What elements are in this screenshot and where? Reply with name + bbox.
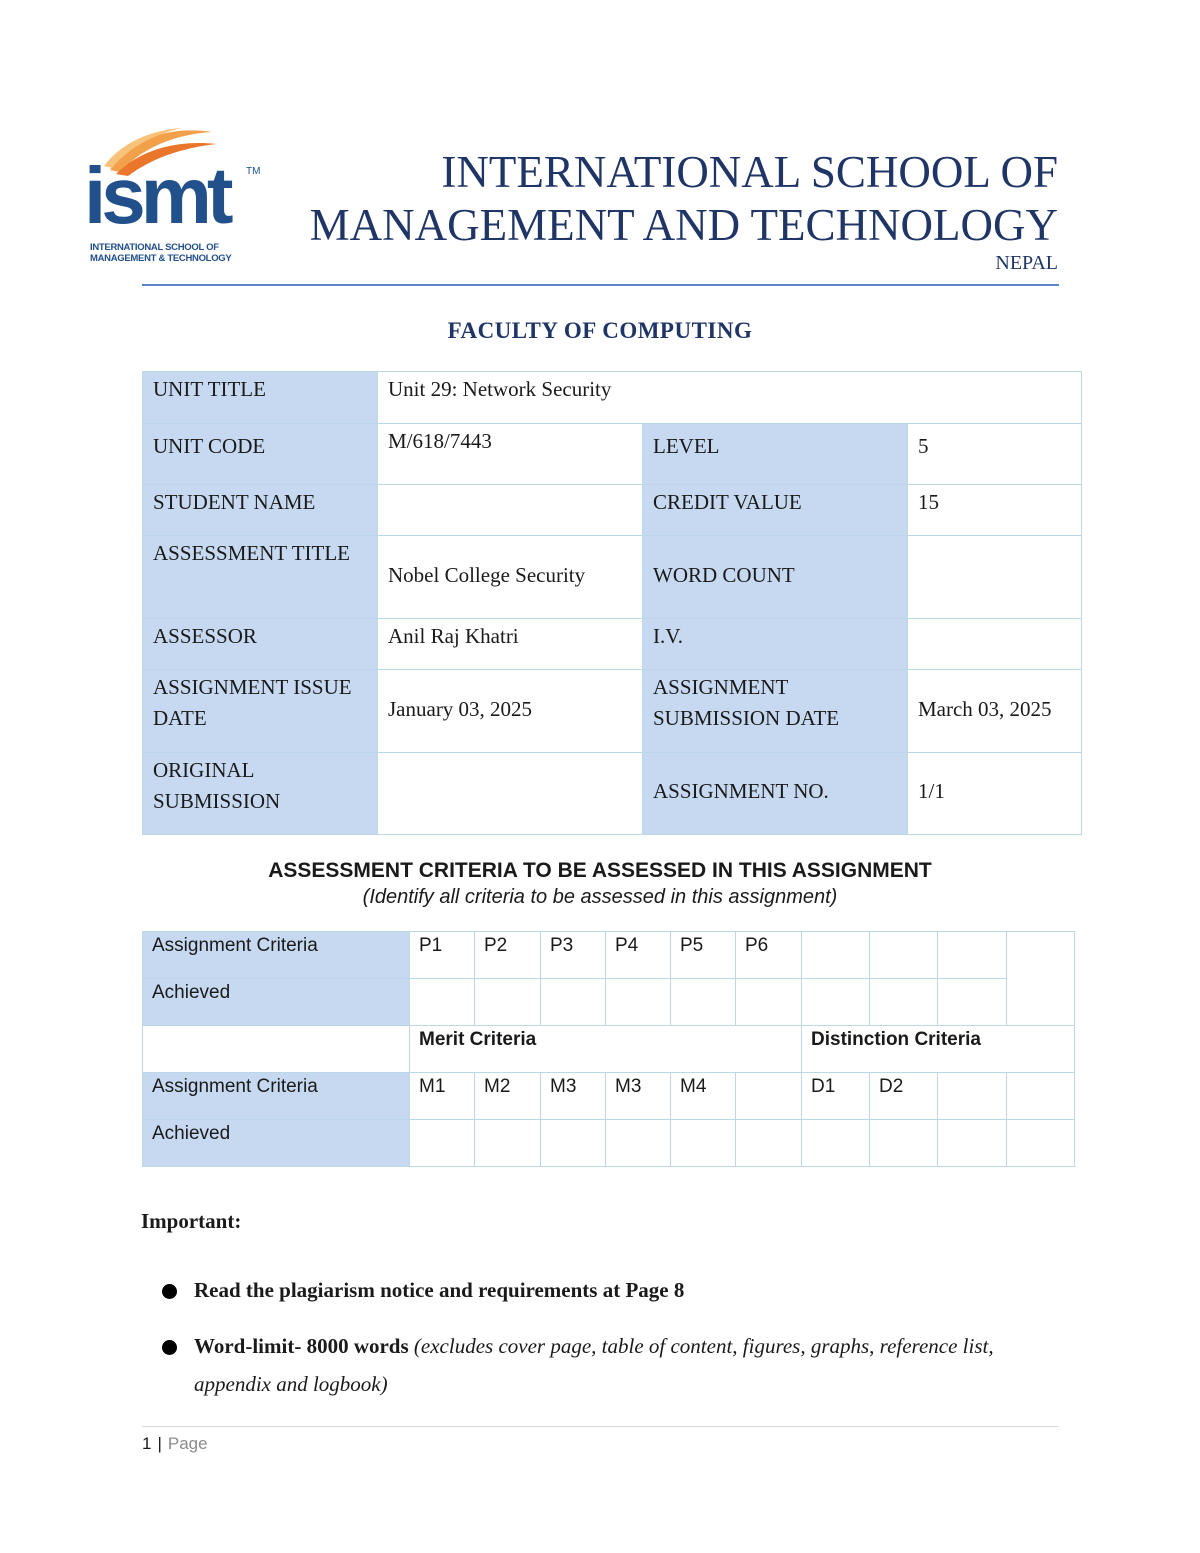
empty-cell [938, 932, 1007, 979]
word-limit-text: Word-limit- 8000 words [194, 1334, 409, 1358]
achieved-cell [671, 979, 736, 1026]
word-count-label: WORD COUNT [643, 536, 908, 619]
achieved-cell [541, 979, 606, 1026]
list-item [158, 1271, 1058, 1309]
school-country: NEPAL [995, 252, 1058, 274]
student-name-value [378, 485, 643, 536]
achieved-cell [736, 1120, 802, 1167]
unit-title-label: UNIT TITLE [143, 372, 378, 424]
issue-date-label: ASSIGNMENT ISSUE DATE [143, 670, 378, 753]
word-limit-exclusions: (excludes cover page, table of content, figures, graphs, reference list, appendix and logbook) [194, 1334, 994, 1396]
table-row [143, 753, 1082, 835]
table-row [143, 536, 1082, 619]
table-row [143, 932, 1075, 979]
credit-value-value: 15 [908, 485, 1082, 536]
merit-criteria-heading: Merit Criteria [410, 1026, 802, 1073]
plagiarism-notice-text: Read the plagiarism notice and requirements at Page 8 [194, 1278, 685, 1302]
pass-criterion: P5 [671, 932, 736, 979]
table-row [143, 619, 1082, 670]
empty-cell [736, 1073, 802, 1120]
pass-criterion: P6 [736, 932, 802, 979]
pass-criterion: P2 [475, 932, 541, 979]
pass-criterion: P1 [410, 932, 475, 979]
iv-value [908, 619, 1082, 670]
empty-cell [143, 1026, 410, 1073]
merit-criterion: M3 [541, 1073, 606, 1120]
credit-value-label: CREDIT VALUE [643, 485, 908, 536]
distinction-criteria-heading: Distinction Criteria [802, 1026, 1075, 1073]
logo-subtitle [90, 242, 231, 264]
original-submission-value [378, 753, 643, 835]
word-count-value [908, 536, 1082, 619]
unit-code-label: UNIT CODE [143, 424, 378, 485]
table-row [143, 1120, 1075, 1167]
school-name-line2: MANAGEMENT AND TECHNOLOGY [309, 200, 1058, 250]
achieved-cell [606, 979, 671, 1026]
achieved-cell [410, 979, 475, 1026]
assessment-title-value: Nobel College Security [378, 536, 643, 619]
achieved-cell [736, 979, 802, 1026]
header-divider [142, 284, 1059, 286]
unit-code-value: M/618/7443 [378, 424, 643, 485]
table-row [143, 1026, 1075, 1073]
achieved-cell [870, 1120, 938, 1167]
achieved-cell [870, 979, 938, 1026]
achieved-cell [938, 1120, 1007, 1167]
unit-title-value: Unit 29: Network Security [378, 372, 1082, 424]
achieved-cell [802, 979, 870, 1026]
iv-label: I.V. [643, 619, 908, 670]
assignment-criteria-label: Assignment Criteria [143, 1073, 410, 1120]
page-number: 1 [142, 1434, 152, 1453]
unit-info-table [142, 371, 1082, 835]
logo-trademark: TM [246, 166, 261, 177]
achieved-cell [802, 1120, 870, 1167]
school-name-line1: INTERNATIONAL SCHOOL OF [441, 147, 1058, 197]
logo-subtitle-line1: INTERNATIONAL SCHOOL OF [90, 242, 219, 253]
assessment-title-label: ASSESSMENT TITLE [143, 536, 378, 619]
achieved-cell [541, 1120, 606, 1167]
table-row [143, 372, 1082, 424]
assessor-value: Anil Raj Khatri [378, 619, 643, 670]
submission-date-label: ASSIGNMENT SUBMISSION DATE [643, 670, 908, 753]
assignment-criteria-label: Assignment Criteria [143, 932, 410, 979]
issue-date-value: January 03, 2025 [378, 670, 643, 753]
empty-cell [1007, 932, 1075, 1026]
page-label: Page [167, 1434, 208, 1453]
criteria-heading: ASSESSMENT CRITERIA TO BE ASSESSED IN THIS ASSIGNMENT [268, 859, 932, 882]
table-row [143, 1073, 1075, 1120]
merit-criterion: M4 [671, 1073, 736, 1120]
achieved-cell [475, 1120, 541, 1167]
school-name [310, 146, 1058, 252]
table-row [143, 424, 1082, 485]
pass-criterion: P3 [541, 932, 606, 979]
assignment-no-value: 1/1 [908, 753, 1082, 835]
criteria-subheading: (Identify all criteria to be assessed in this assignment) [362, 886, 838, 908]
table-row [143, 485, 1082, 536]
achieved-label: Achieved [143, 1120, 410, 1167]
empty-cell [1007, 1073, 1075, 1120]
achieved-cell [1007, 1120, 1075, 1167]
distinction-criterion: D1 [802, 1073, 870, 1120]
bullet-icon [162, 1340, 177, 1355]
ismt-logo [82, 122, 262, 267]
empty-cell [938, 1073, 1007, 1120]
bullet-icon [162, 1284, 177, 1299]
pass-criterion: P4 [606, 932, 671, 979]
logo-wordmark: ismt [84, 151, 229, 240]
faculty-title: FACULTY OF COMPUTING [447, 318, 753, 343]
achieved-cell [475, 979, 541, 1026]
logo-subtitle-line2: MANAGEMENT & TECHNOLOGY [90, 253, 232, 264]
footer-divider [142, 1426, 1059, 1427]
important-heading: Important: [141, 1209, 242, 1233]
list-item [158, 1327, 1058, 1403]
merit-criterion: M1 [410, 1073, 475, 1120]
assessor-label: ASSESSOR [143, 619, 378, 670]
achieved-cell [938, 979, 1007, 1026]
achieved-cell [410, 1120, 475, 1167]
distinction-criterion: D2 [870, 1073, 938, 1120]
table-row [143, 670, 1082, 753]
footer-separator: | [157, 1434, 162, 1453]
achieved-cell [606, 1120, 671, 1167]
empty-cell [870, 932, 938, 979]
assignment-no-label: ASSIGNMENT NO. [643, 753, 908, 835]
table-row [143, 979, 1075, 1026]
achieved-cell [671, 1120, 736, 1167]
criteria-table [142, 931, 1075, 1167]
level-label: LEVEL [643, 424, 908, 485]
student-name-label: STUDENT NAME [143, 485, 378, 536]
submission-date-value: March 03, 2025 [908, 670, 1082, 753]
merit-criterion: M3 [606, 1073, 671, 1120]
original-submission-label: ORIGINAL SUBMISSION [143, 753, 378, 835]
empty-cell [802, 932, 870, 979]
merit-criterion: M2 [475, 1073, 541, 1120]
achieved-label: Achieved [143, 979, 410, 1026]
page-footer [142, 1434, 208, 1454]
level-value: 5 [908, 424, 1082, 485]
